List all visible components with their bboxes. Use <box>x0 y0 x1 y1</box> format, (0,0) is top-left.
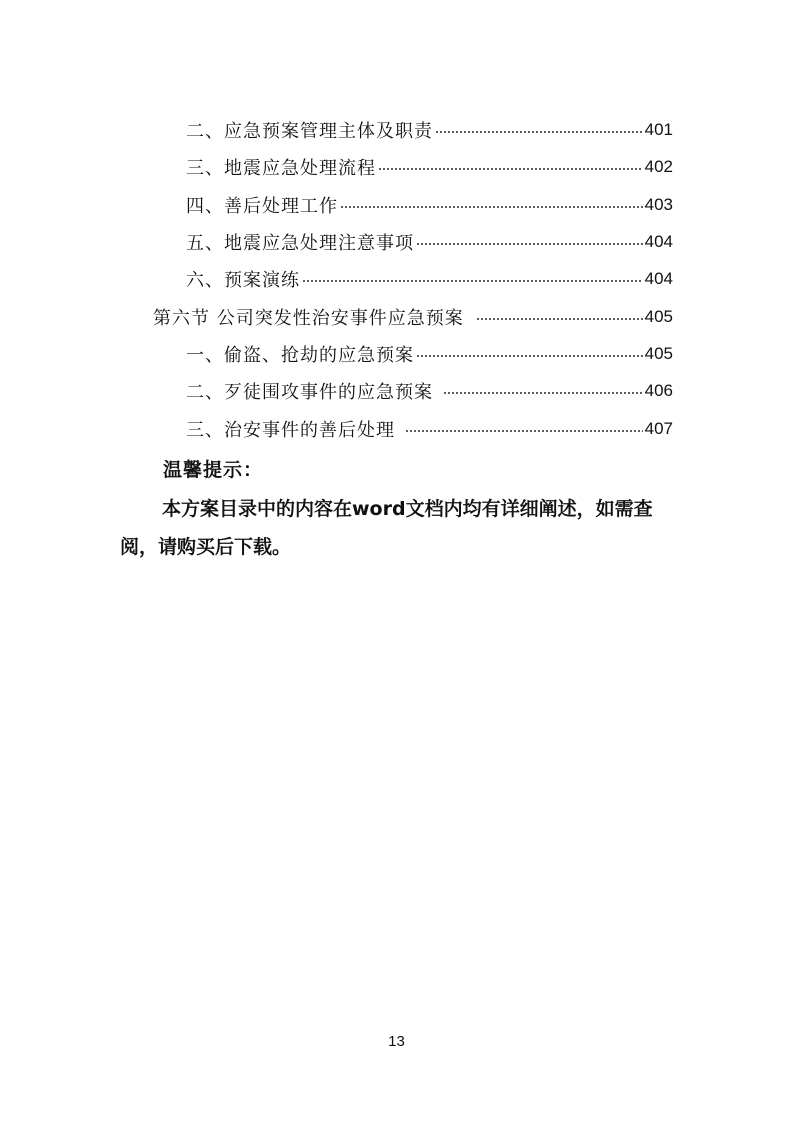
toc-entry[interactable] <box>186 229 673 255</box>
page-number: 13 <box>388 1033 405 1050</box>
dot-leader <box>340 206 643 208</box>
toc-entry-title: 五、地震应急处理注意事项 <box>186 233 414 254</box>
dot-leader <box>405 430 643 432</box>
dot-leader <box>302 280 643 282</box>
toc-entry[interactable] <box>186 192 673 218</box>
toc-entry-title: 二、歹徒围攻事件的应急预案 <box>186 382 433 403</box>
toc-entry-title: 三、地震应急处理流程 <box>186 158 376 179</box>
toc-entry-title: 四、善后处理工作 <box>186 196 338 217</box>
toc-entry-page: 404 <box>644 269 673 288</box>
toc-entry-title: 第六节 公司突发性治安事件应急预案 <box>153 308 464 329</box>
dot-leader <box>435 131 643 133</box>
dot-leader <box>416 355 643 357</box>
toc-entry[interactable] <box>186 416 673 442</box>
toc-entry-title: 一、偷盗、抢劫的应急预案 <box>186 345 414 366</box>
toc-section-entry[interactable] <box>153 304 673 330</box>
toc-entry-title: 六、预案演练 <box>186 270 300 291</box>
dot-leader <box>476 318 643 320</box>
toc-entry-page: 405 <box>644 344 673 363</box>
tip-heading: 温馨提示： <box>163 459 264 481</box>
toc-entry[interactable] <box>186 378 673 404</box>
toc-entry-page: 406 <box>644 381 673 400</box>
toc-entry[interactable] <box>186 117 673 143</box>
dot-leader <box>416 243 643 245</box>
toc-entry-page: 404 <box>644 232 673 251</box>
tip-body: 本方案目录中的内容在word文档内均有详细阐述，如需查阅，请购买后下载。 <box>120 498 653 558</box>
toc-entry-title: 三、治安事件的善后处理 <box>186 420 395 441</box>
dot-leader <box>378 168 643 170</box>
toc-entry-page: 405 <box>644 307 673 326</box>
toc-entry[interactable] <box>186 341 673 367</box>
toc-entry-page: 402 <box>644 157 673 176</box>
toc-entry-page: 403 <box>644 195 673 214</box>
toc-entry-page: 407 <box>644 419 673 438</box>
toc-entry[interactable] <box>186 154 673 180</box>
toc-entry-page: 401 <box>644 120 673 139</box>
toc-entry-title: 二、应急预案管理主体及职责 <box>186 121 433 142</box>
dot-leader <box>443 392 643 394</box>
toc-entry[interactable] <box>186 266 673 292</box>
